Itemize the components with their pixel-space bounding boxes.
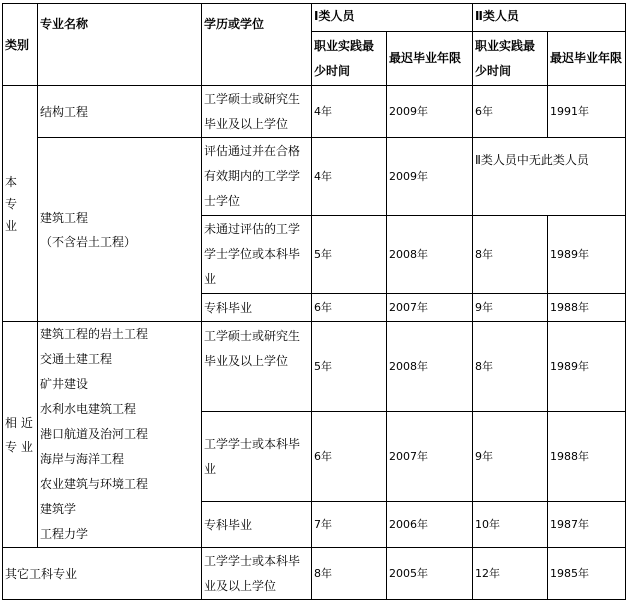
g1-years: 8年 [312, 548, 387, 600]
g1-years: 4年 [312, 86, 387, 138]
g2-note: Ⅱ类人员中无此类人员 [473, 138, 626, 216]
g2-years: 9年 [473, 294, 548, 322]
g2-years: 8年 [473, 322, 548, 412]
header-category: 类别 [3, 4, 38, 86]
g2-grad: 1988年 [548, 294, 626, 322]
g2-years: 12年 [473, 548, 548, 600]
major-name: 建筑工程的岩土工程 [40, 327, 149, 341]
g1-grad: 2009年 [387, 138, 473, 216]
g2-years: 9年 [473, 412, 548, 502]
g1-years: 5年 [312, 322, 387, 412]
header-g1-min-years: 职业实践最少时间 [312, 32, 387, 86]
g1-grad: 2007年 [387, 412, 473, 502]
degree-cell: 专科毕业 [202, 294, 312, 322]
g1-years: 5年 [312, 216, 387, 294]
g1-grad: 2009年 [387, 86, 473, 138]
major-name-arch [38, 138, 202, 322]
category-own [3, 86, 38, 322]
g2-grad: 1989年 [548, 322, 626, 412]
degree-cell: 工学硕士或研究生毕业及以上学位 [202, 86, 312, 138]
degree-cell: 专科毕业 [202, 502, 312, 548]
g2-grad: 1988年 [548, 412, 626, 502]
g1-grad: 2007年 [387, 294, 473, 322]
major-name: 海岸与海洋工程 [40, 452, 125, 466]
header-g2-min-years: 职业实践最少时间 [473, 32, 548, 86]
major-name: 结构工程 [38, 86, 202, 138]
major-name: 工程力学 [40, 527, 89, 541]
major-name: 交通土建工程 [40, 352, 113, 366]
qualification-table [2, 3, 626, 600]
major-note: （不含岩土工程） [40, 234, 137, 249]
header-group2: Ⅱ类人员 [473, 4, 626, 32]
major-name: 农业建筑与环境工程 [40, 477, 149, 491]
major-name: 水利水电建筑工程 [40, 402, 137, 416]
g1-years: 6年 [312, 412, 387, 502]
header-row-1 [3, 4, 626, 32]
header-group1: Ⅰ类人员 [312, 4, 473, 32]
degree-cell: 评估通过并在合格有效期内的工学学士学位 [202, 138, 312, 216]
close-majors [38, 322, 202, 548]
major-name: 矿井建设 [40, 377, 89, 391]
header-major-name: 专业名称 [38, 4, 202, 86]
degree-cell: 工学学士或本科毕业 [202, 412, 312, 502]
g1-grad: 2008年 [387, 216, 473, 294]
category-line: 业 [5, 218, 18, 233]
g1-grad: 2005年 [387, 548, 473, 600]
other-major-name: 其它工科专业 [3, 548, 202, 600]
major-name: 港口航道及治河工程 [40, 427, 149, 441]
degree-cell: 工学学士或本科毕业及以上学位 [202, 548, 312, 600]
g2-grad: 1991年 [548, 86, 626, 138]
g1-grad: 2008年 [387, 322, 473, 412]
g1-grad: 2006年 [387, 502, 473, 548]
table-row [3, 138, 626, 216]
g2-years: 10年 [473, 502, 548, 548]
degree-cell: 未通过评估的工学学士学位或本科毕业 [202, 216, 312, 294]
g1-years: 4年 [312, 138, 387, 216]
category-close [3, 322, 38, 548]
category-line: 本 [5, 174, 18, 189]
category-line: 专 [5, 196, 18, 211]
major-name: 建筑学 [40, 502, 77, 516]
g2-grad: 1989年 [548, 216, 626, 294]
category-line: 专 业 [5, 439, 33, 454]
g2-grad: 1987年 [548, 502, 626, 548]
g2-years: 8年 [473, 216, 548, 294]
category-line: 相 近 [5, 415, 33, 430]
header-g2-latest-year: 最迟毕业年限 [548, 32, 626, 86]
g2-years: 6年 [473, 86, 548, 138]
table-row [3, 548, 626, 600]
header-g1-latest-year: 最迟毕业年限 [387, 32, 473, 86]
g2-grad: 1985年 [548, 548, 626, 600]
g1-years: 7年 [312, 502, 387, 548]
g1-years: 6年 [312, 294, 387, 322]
table-row [3, 86, 626, 138]
header-degree: 学历或学位 [202, 4, 312, 86]
degree-cell: 工学硕士或研究生毕业及以上学位 [202, 322, 312, 412]
table-row [3, 322, 626, 412]
major-name: 建筑工程 [40, 210, 89, 225]
